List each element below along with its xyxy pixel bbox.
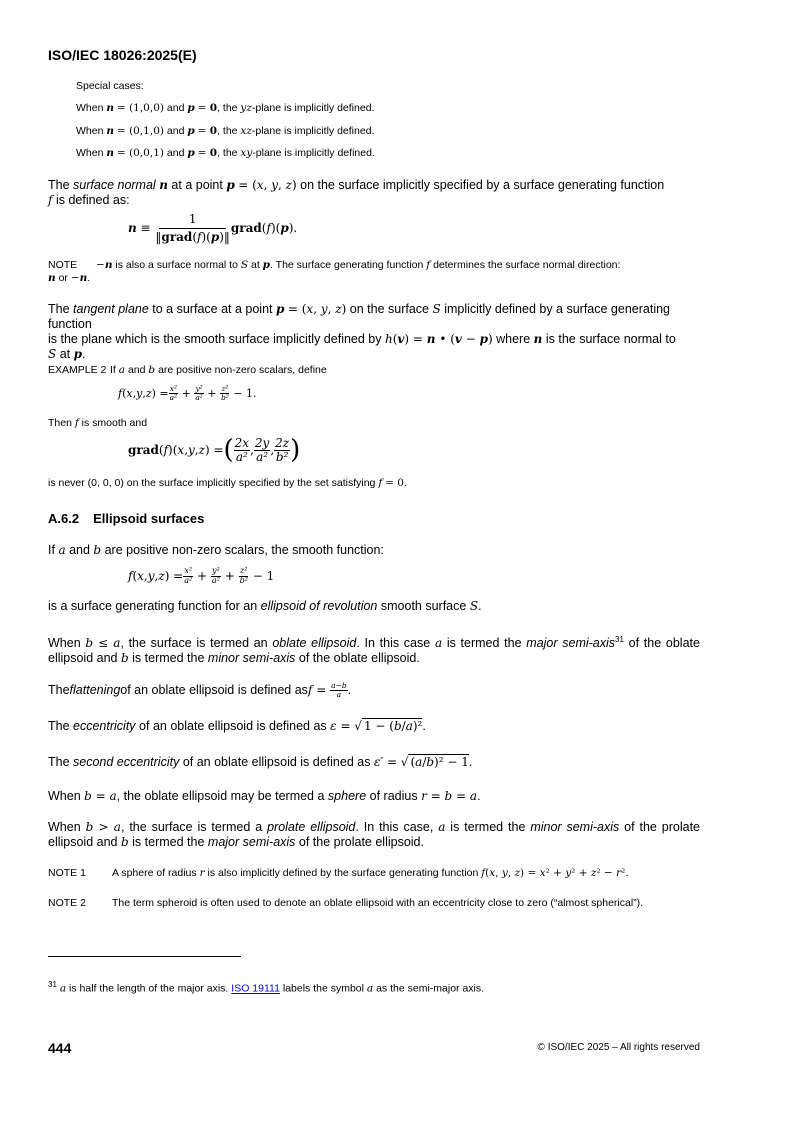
note-1-label: NOTE 1 <box>48 867 86 879</box>
term-eccentricity: eccentricity <box>73 719 136 733</box>
note-2-label: NOTE 2 <box>48 897 86 909</box>
note-label: NOTE <box>48 259 78 271</box>
special-case-1-n: (1,0,0) <box>129 102 164 114</box>
term-oblate-ellipsoid: oblate ellipsoid <box>272 636 357 651</box>
footnote-31: $^{31}$ a is half the length of the major axis. ISO 19111 labels the symbol a as the semi-major axis. <box>48 980 485 995</box>
oblate-ellipsoid-paragraph: When b ≤ a, the surface is termed an oblate ellipsoid. In this case a is termed the major semi-axis$^{31}$ of the oblate ellipsoid and b is termed the minor semi-axis of the oblate ellipsoid. <box>48 635 700 666</box>
tangent-plane-paragraph: The tangent plane to a surface at a point p = (x, y, z) on the surface S implicitly defined by a surface generating function is the plane which is the smooth surface implicitly defined by h(v) = n • (v − p) where n is the surface normal to S at p. <box>48 302 676 361</box>
special-case-2: When n = (0,1,0) and p = 0, the xz-plane is implicitly defined. <box>76 125 375 137</box>
eccentricity-paragraph: The eccentricity of an oblate ellipsoid is defined as ε = √ 1 − (b/a)². <box>48 719 426 733</box>
footnote-divider <box>48 956 241 957</box>
special-case-2-n: (0,1,0) <box>129 125 164 137</box>
term-ellipsoid-of-revolution: ellipsoid of revolution <box>260 599 378 613</box>
flattening-paragraph: The flattening of an oblate ellipsoid is defined as f = $\frac{a-b}{a}$ . <box>48 681 352 700</box>
footnote-number: 31 <box>48 980 57 989</box>
term-flattening: flattening <box>69 683 121 698</box>
ellipsoid-revolution-paragraph: is a surface generating function for an ellipsoid of revolution smooth surface S. <box>48 599 482 613</box>
term-minor-semi-axis-prolate: minor semi-axis <box>530 820 620 834</box>
surface-normal-paragraph: The surface normal n at a point p = (x, y, z) on the surface implicitly specified by a surface generating function f is defined as: <box>48 178 665 207</box>
term-surface-normal: surface normal <box>73 178 156 192</box>
surface-normal-equation: n ≡ $\frac{1}{\text{‖grad(f)(p)‖}}$ grad ( f )( p ). <box>128 212 298 244</box>
special-case-3-n: (0,0,1) <box>129 147 164 159</box>
example-2-never: is never (0, 0, 0) on the surface implicitly specified by the set satisfying f = 0. <box>48 477 408 489</box>
copyright-notice: © ISO/IEC 2025 – All rights reserved <box>537 1042 700 1053</box>
section-heading <box>48 511 204 526</box>
example-2-intro: EXAMPLE 2 If a and b are positive non-zero scalars, define <box>48 364 327 376</box>
special-cases-title: Special cases: <box>76 80 144 92</box>
note-2: NOTE 2 The term spheroid is often used to denote an oblate ellipsoid with an eccentricity close to zero (“almost spherical”). <box>48 897 644 909</box>
page-number: 444 <box>48 1040 72 1056</box>
term-prolate-ellipsoid: prolate ellipsoid <box>267 820 356 834</box>
sphere-paragraph: When b = a, the oblate ellipsoid may be termed a sphere of radius r = b = a. <box>48 789 481 803</box>
footnote-ref[interactable]: 31 <box>615 635 624 644</box>
note-1: NOTE 1 A sphere of radius r is also implicitly defined by the surface generating function f(x, y, z) = x² + y² + z² − r². <box>48 867 629 879</box>
example-2-function: f ( x , y , z ) = $\frac{\text{x²}}{\text{a²}}$ + $\frac{\text{y²}}{\text{a²}}$ + $\frac{\text{z²}}{\text{b²}}$ − 1. <box>118 384 257 403</box>
gradient-equation: grad ( f )( x , y , z ) = ( $\frac{2x}{\text{a²}}$ , $\frac{2y}{\text{a²}}$ , $\frac{2z}{\text{b²}}$ ) <box>128 435 301 466</box>
second-eccentricity-paragraph: The second eccentricity of an oblate ellipsoid is defined as ε′ = √ (a/b)² − 1. <box>48 755 473 769</box>
special-case-3: When n = (0,0,1) and p = 0, the xy-plane is implicitly defined. <box>76 147 375 159</box>
special-case-2-plane: xz <box>240 125 252 137</box>
ellipsoid-function: f ( x , y , z ) = $\frac{\text{x²}}{\text{a²}}$ + $\frac{\text{y²}}{\text{a²}}$ + $\frac{\text{z²}}{\text{b²}}$ − 1 <box>128 566 275 585</box>
term-major-semi-axis-prolate: major semi-axis <box>207 835 296 849</box>
note-surface-normal: NOTE −n is also a surface normal to S at p. The surface generating function f determines the surface normal direction: n or −n. <box>48 259 621 284</box>
term-minor-semi-axis: minor semi-axis <box>207 651 296 666</box>
example-2-then: Then f is smooth and <box>48 417 148 429</box>
special-case-1: When n = (1,0,0) and p = 0, the yz-plane is implicitly defined. <box>76 102 375 114</box>
term-tangent-plane: tangent plane <box>73 302 149 316</box>
ellipsoid-intro: If a and b are positive non-zero scalars, the smooth function: <box>48 543 384 557</box>
special-case-3-plane: xy <box>240 147 253 159</box>
document-id-header: ISO/IEC 18026:2025(E) <box>48 47 197 63</box>
section-title: Ellipsoid surfaces <box>93 511 205 526</box>
special-case-1-plane: yz <box>240 102 252 114</box>
section-number: A.6.2 <box>48 511 80 526</box>
iso-19111-link[interactable]: ISO 19111 <box>231 982 280 995</box>
prolate-ellipsoid-paragraph: When b > a, the surface is termed a prolate ellipsoid. In this case, a is termed the minor semi-axis of the prolate ellipsoid and b is termed the major semi-axis of the prolate ellipsoid. <box>48 820 700 849</box>
term-major-semi-axis: major semi-axis <box>526 636 616 651</box>
example-2-label: EXAMPLE 2 <box>48 364 107 376</box>
term-sphere: sphere <box>327 789 367 803</box>
term-second-eccentricity: second eccentricity <box>73 755 180 769</box>
